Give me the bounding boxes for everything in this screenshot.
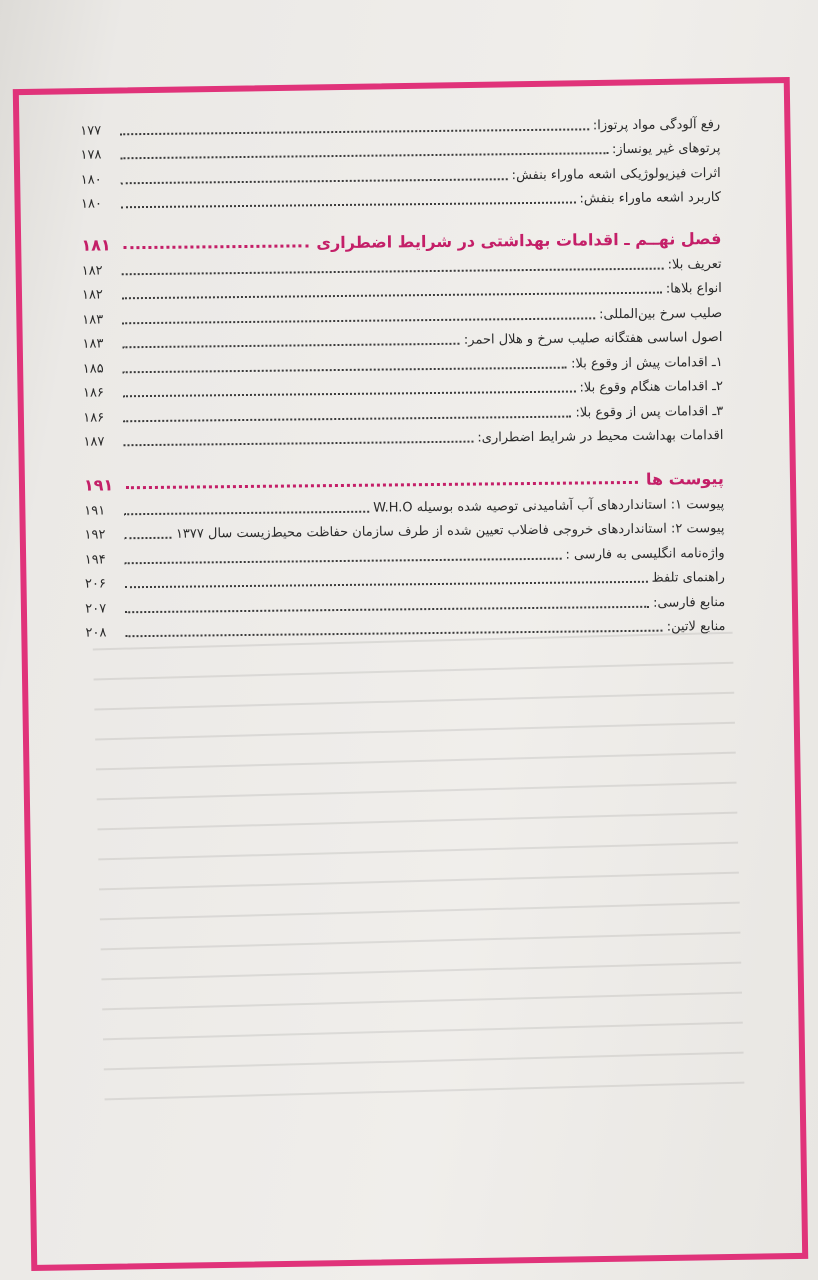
toc-entry-title: منابع لاتین: xyxy=(666,618,726,635)
leader-dots xyxy=(122,343,459,349)
leader-dots xyxy=(123,441,473,447)
toc-entry-title: اقدامات بهداشت محیط در شرایط اضطراری: xyxy=(477,427,724,446)
toc-entry-title: ۱ـ اقدامات پیش از وقوع بلا: xyxy=(570,354,723,372)
leader-dots xyxy=(124,537,172,539)
toc-entry-page-number: ۱۷۷ xyxy=(80,122,102,139)
toc-entry-title: ۲ـ اقدامات هنگام وقوع بلا: xyxy=(579,378,723,396)
toc-entry-title: پیوست ۲: استانداردهای خروجی فاضلاب تعیین شده از طرف سازمان حفاظت محیط‌زیست سال ۱۳۷۷ xyxy=(175,520,725,542)
leader-dots xyxy=(125,630,662,638)
toc-entry-title: راهنمای تلفظ xyxy=(651,569,725,586)
table-of-contents xyxy=(80,108,725,642)
toc-entry-page-number: ۱۹۴ xyxy=(84,551,106,568)
leader-dots xyxy=(125,557,562,564)
appendices-title: پیوست ها xyxy=(645,468,724,489)
leader-dots xyxy=(124,510,369,515)
toc-entry-title: انواع بلاها: xyxy=(665,280,722,297)
toc-entry-page-number: ۱۸۰ xyxy=(80,171,102,188)
toc-entry-title: ۳ـ اقدامات پس از وقوع بلا: xyxy=(575,403,724,421)
toc-entry-page-number: ۱۸۶ xyxy=(83,409,105,426)
toc-entry-title: پیوست ۱: استانداردهای آب آشامیدنی توصیه شده بوسیله W.H.O xyxy=(373,496,725,516)
toc-entry-page-number: ۱۹۱ xyxy=(84,502,106,519)
toc-entry-page-number: ۱۸۵ xyxy=(82,360,104,377)
toc-section-emergency xyxy=(82,248,724,451)
chapter-page-number: ۱۸۱ xyxy=(81,235,111,255)
chapter-title: فصل نهــم ـ اقدامات بهداشتی در شرایط اضطراری xyxy=(316,228,722,253)
toc-entry-page-number: ۱۷۸ xyxy=(80,147,102,163)
toc-entry-page-number: ۱۸۶ xyxy=(82,385,104,401)
toc-entry-page-number: ۲۰۸ xyxy=(85,625,107,641)
toc-entry-title: رفع آلودگی مواد پرتوزا: xyxy=(592,116,721,133)
leader-dots xyxy=(121,178,508,184)
toc-entry-title: تعریف بلا: xyxy=(667,256,722,273)
toc-entry-page-number: ۱۸۲ xyxy=(81,262,103,279)
toc-entry-title: منابع فارسی: xyxy=(653,594,726,611)
toc-entry-page-number: ۱۸۲ xyxy=(81,287,103,303)
toc-entry-page-number: ۲۰۷ xyxy=(85,600,107,617)
toc-entry-title: اثرات فیزیولوژیکی اشعه ماوراء بنفش: xyxy=(511,165,721,183)
toc-entry-page-number: ۱۸۰ xyxy=(80,196,103,212)
toc-entry-title: پرتوهای غیر یونساز: xyxy=(611,140,721,158)
toc-entry-page-number: ۱۸۳ xyxy=(82,311,104,328)
leader-dots xyxy=(123,366,567,373)
toc-entry-title: اصول اساسی هفتگانه صلیب سرخ و هلال احمر: xyxy=(463,329,723,348)
toc-entry-page-number: ۲۰۶ xyxy=(84,576,106,592)
toc-section-radiation xyxy=(80,108,721,213)
appendices-page-number: ۱۹۱ xyxy=(83,475,114,495)
toc-entry-title: واژه‌نامه انگلیسی به فارسی : xyxy=(565,545,725,563)
leader-dots xyxy=(121,202,576,209)
toc-entry-page-number: ۱۸۳ xyxy=(82,336,104,352)
toc-entry-page-number: ۱۹۲ xyxy=(84,527,106,543)
leader-dots xyxy=(123,415,571,422)
toc-entry-title: صلیب سرخ بین‌المللی: xyxy=(598,305,723,322)
toc-entry-title: کاربرد اشعه ماوراء بنفش: xyxy=(579,189,722,207)
toc-section-appendices xyxy=(84,488,726,642)
leader-dots xyxy=(126,481,638,489)
leader-dots xyxy=(123,244,308,249)
show-through-text xyxy=(93,632,747,1209)
toc-entry-page-number: ۱۸۷ xyxy=(83,434,105,450)
